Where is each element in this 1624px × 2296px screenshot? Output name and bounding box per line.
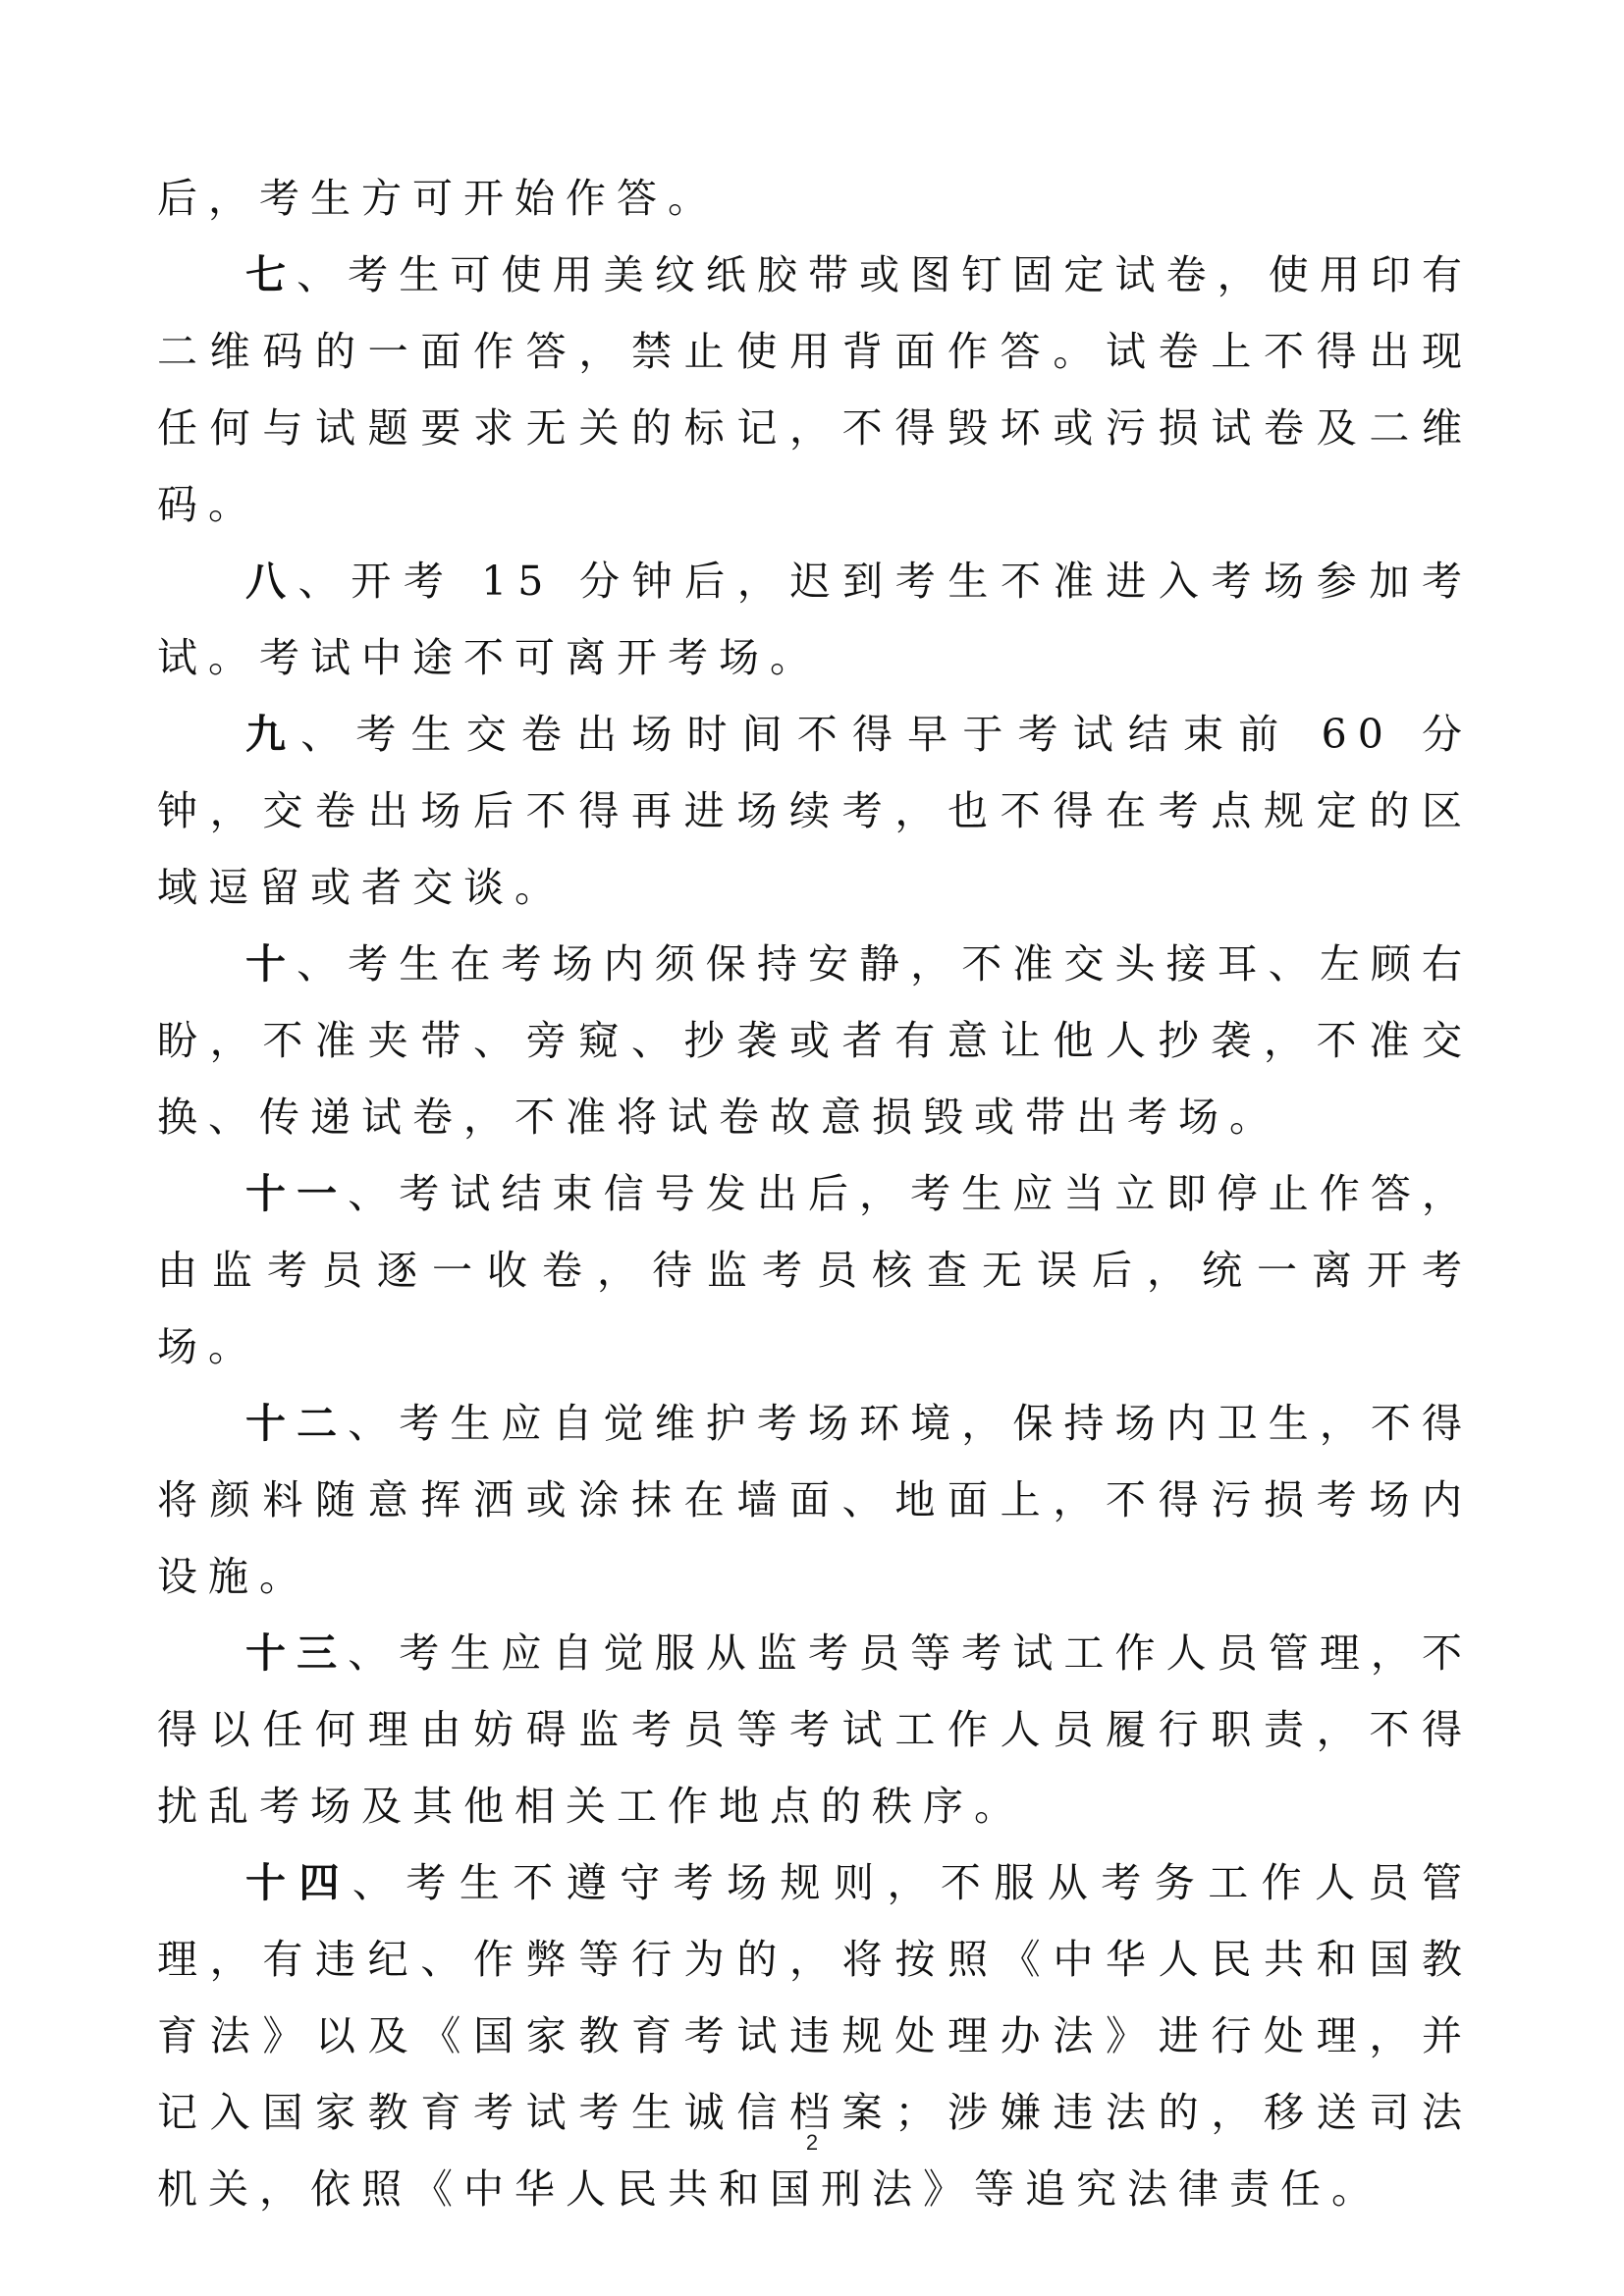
rule-text: 、开考 15 分钟后，迟到考生不准进入考场参加考试。考试中途不可离开考场。 — [157, 558, 1474, 681]
rule-14 — [157, 1844, 1473, 2227]
rule-number: 十 — [245, 940, 298, 988]
rule-number: 九 — [245, 711, 301, 758]
rule-number: 十三 — [245, 1629, 349, 1677]
rule-12 — [157, 1385, 1473, 1615]
rule-text: 、考生在考场内须保持安静，不准交头接耳、左顾右盼，不准夹带、旁窥、抄袭或者有意让他人抄袭，不准交换、传递试卷，不准将试卷故意损毁或带出考场。 — [157, 940, 1474, 1141]
rule-text: 、考生应自觉服从监考员等考试工作人员管理，不得以任何理由妨碍监考员等考试工作人员履行职责，不得扰乱考场及其他相关工作地点的秩序。 — [157, 1629, 1474, 1830]
rule-number: 七 — [245, 251, 298, 298]
rule-13 — [157, 1615, 1473, 1844]
rule-text: 、考生应自觉维护考场环境，保持场内卫生，不得将颜料随意挥洒或涂抹在墙面、地面上，不得污损考场内设施。 — [157, 1400, 1474, 1600]
rule-number: 十一 — [245, 1170, 349, 1217]
rule-text: 、考试结束信号发出后，考生应当立即停止作答，由监考员逐一收卷，待监考员核查无误后，统一离开考场。 — [157, 1170, 1474, 1370]
rule-text: 、考生可使用美纹纸胶带或图钉固定试卷，使用印有二维码的一面作答，禁止使用背面作答。试卷上不得出现任何与试题要求无关的标记，不得毁坏或污损试卷及二维码。 — [157, 251, 1474, 528]
rule-number: 八 — [245, 558, 298, 605]
rule-text: 、考生不遵守考场规则，不服从考务工作人员管理，有违纪、作弊等行为的，将按照《中华人民共和国教育法》以及《国家教育考试违规处理办法》进行处理，并记入国家教育考试考生诚信档案；涉嫌违法的，移送司法机关，依照《中华人民共和国刑法》等追究法律责任。 — [157, 1859, 1474, 2213]
rule-10 — [157, 926, 1473, 1155]
document-body — [157, 160, 1473, 2227]
page-number: 2 — [805, 2130, 819, 2155]
rule-7 — [157, 237, 1473, 543]
rule-9 — [157, 696, 1473, 926]
rule-text: 、考生交卷出场时间不得早于考试结束前 60 分钟，交卷出场后不得再进场续考，也不得在考点规定的区域逗留或者交谈。 — [157, 711, 1474, 911]
paragraph-text: 后，考生方可开始作答。 — [157, 175, 719, 222]
rule-number: 十二 — [245, 1400, 349, 1447]
rule-11 — [157, 1155, 1473, 1385]
paragraph-continuation — [157, 160, 1473, 237]
rule-8 — [157, 543, 1473, 696]
rule-number: 十四 — [245, 1859, 352, 1906]
